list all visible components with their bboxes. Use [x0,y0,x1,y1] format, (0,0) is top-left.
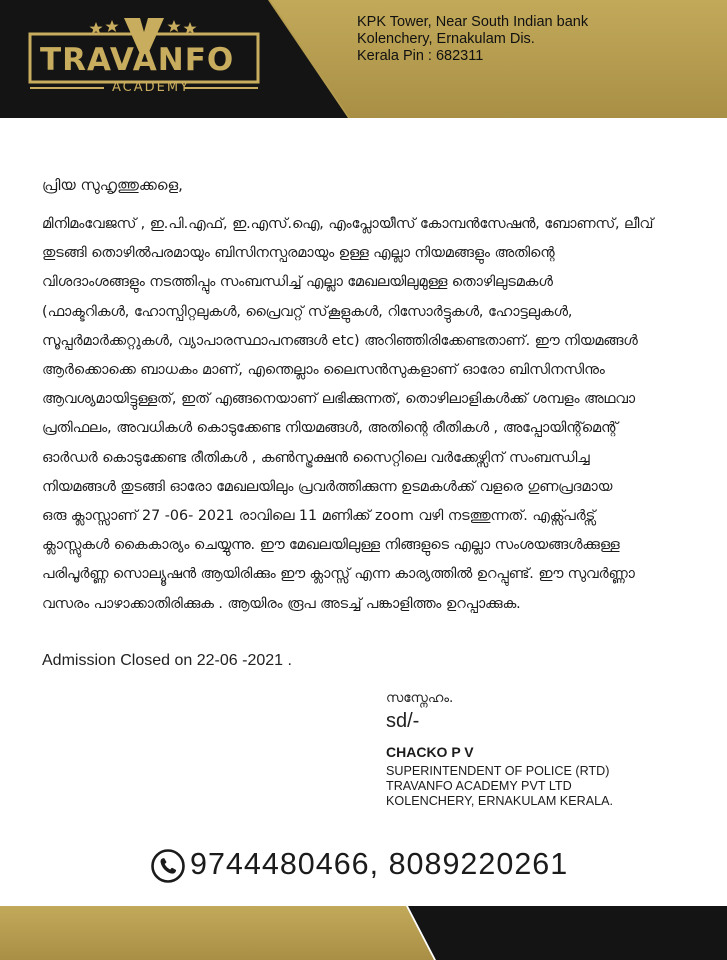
body-line: നിയമങ്ങൾ തുടങ്ങി ഓരോ മേഖലയിലും പ്രവർത്തിക്കുന്ന ഉടമകൾക്ക് വളരെ ഗുണപ്രദമായ [42,478,613,495]
body-line: വസരം പാഴാക്കാതിരിക്കുക . ആയിരം രൂപ അടച്ച് പങ്കാളിത്തം ഉറപ്പാക്കുക. [42,595,521,612]
phone-numbers: 9744480466, 8089220261 [190,847,569,881]
admission-notice: Admission Closed on 22-06 -2021 . [42,652,292,669]
phone-icon [150,848,186,884]
body-line: ആവശ്യമായിട്ടുള്ളത്, ഇത് എങ്ങനെയാണ് ലഭിക്കുന്നത്, തൊഴിലാളികൾക്ക് ശമ്പളം അഥവാ [42,391,636,408]
signer-line: TRAVANFO ACADEMY PVT LTD [386,779,572,793]
signer-line: KOLENCHERY, ERNAKULAM KERALA. [386,794,614,808]
body-line: പരിപൂർണ്ണ സൊല്യൂഷൻ ആയിരിക്കും ഈ ക്ലാസ്സ് എന്ന കാര്യത്തിൽ ഉറപ്പുണ്ട്. ഈ സുവർണ്ണാ [42,566,635,583]
body-line: ഒരു ക്ലാസ്സാണ് 27 -06- 2021 രാവിലെ 11 മണിക്ക് zoom വഴി നടത്തുന്നത്. എക്സ്പർട്സ് [42,508,596,525]
address-line: Kerala Pin : 682311 [357,48,484,64]
body-line: ഓർഡർ കൊടുക്കേണ്ട രീതികൾ , കൺസ്ട്രക്ഷൻ സൈറ്റിലെ വർക്കേഴ്സിന് സംബന്ധിച്ച [42,449,590,466]
closing-salutation: സസ്നേഹം. [386,690,454,706]
body-line: പ്രതിഫലം, അവധികൾ കൊടുക്കേണ്ട നിയമങ്ങൾ, അതിന്റെ രീതികൾ , അപ്പോയിന്റ്മെന്റ് [42,420,618,437]
greeting: പ്രിയ സുഹൃത്തുക്കളെ, [42,176,183,194]
academy-logo [28,14,260,100]
body-line: (ഫാക്ടറികൾ, ഹോസ്പിറ്റലുകൾ, പ്രൈവറ്റ് സ്‌കൂളുകൾ, റിസോർട്ടുകൾ, ഹോട്ടലുകൾ, [42,303,573,320]
address-block [357,14,588,65]
body-line: സൂപ്പർമാർക്കറ്റുകൾ, വ്യാപാരസ്ഥാപനങ്ങൾ etc) അറിഞ്ഞിരിക്കേണ്ടതാണ്. ഈ നിയമങ്ങൾ [42,332,638,349]
signer-details [386,764,613,809]
body-line: ആർക്കൊക്കെ ബാധകം മാണ്, എന്തെല്ലാം ലൈസൻസുകളാണ് ഓരോ ബിസിനസിനും [42,362,605,379]
letter-body [42,210,692,619]
logo-subtitle: ACADEMY [112,80,191,95]
signer-name: CHACKO P V [386,744,474,760]
address-line: KPK Tower, Near South Indian bank [357,14,589,30]
address-line: Kolenchery, Ernakulam Dis. [357,31,535,47]
signer-line: SUPERINTENDENT OF POLICE (RTD) [386,764,610,778]
body-line: മിനിമംവേജസ് , ഇ.പി.എഫ്, ഇ.എസ്.ഐ, എംപ്ലോയീസ് കോമ്പൻസേഷൻ, ബോണസ്, ലീവ് [42,216,654,232]
signature-mark: sd/- [386,710,420,732]
logo-title: TRAVANFO [40,42,235,78]
body-line: വിശദാംശങ്ങളും നടത്തിപ്പും സംബന്ധിച്ച് എല്ലാ മേഖലയിലുമുള്ള തൊഴിലുടമകൾ [42,274,553,291]
body-line: ക്ലാസ്സുകൾ കൈകാര്യം ചെയ്യുന്നു. ഈ മേഖലയിലുള്ള നിങ്ങളുടെ എല്ലാ സംശയങ്ങൾക്കുള്ള [42,537,620,554]
body-line: തുടങ്ങി തൊഴിൽപരമായും ബിസിനസ്പരമായും ഉള്ള എല്ലാ നിയമങ്ങളും അതിന്റെ [42,245,555,262]
